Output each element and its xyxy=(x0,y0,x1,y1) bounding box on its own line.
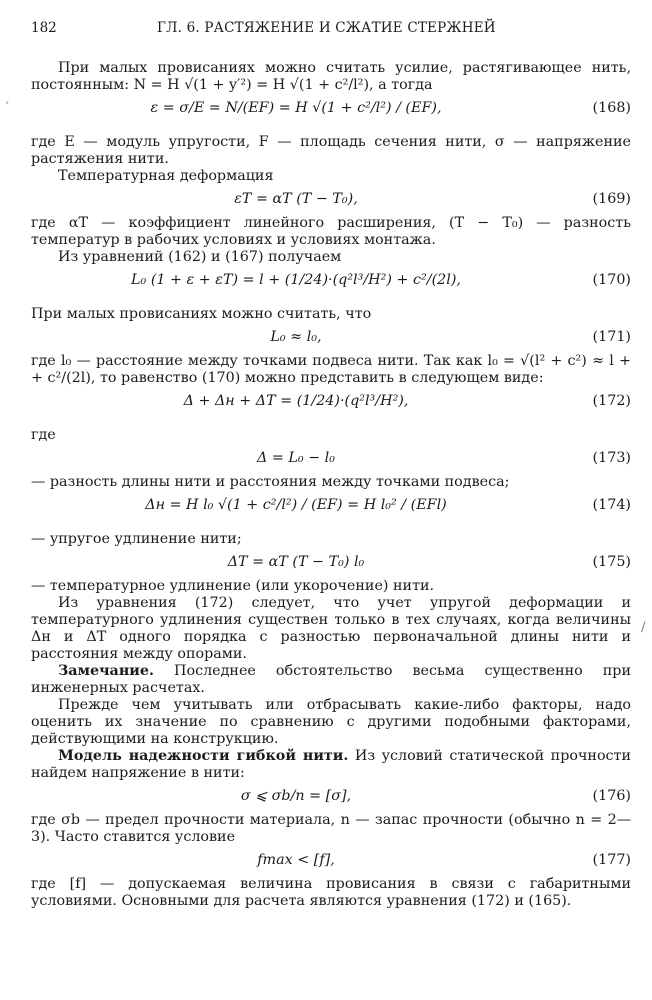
equation-174-number: (174) xyxy=(592,497,631,513)
equation-171-number: (171) xyxy=(592,329,631,345)
equation-170-formula: L₀ (1 + ε + εT) = l + (1/24)·(q²l³/H²) + c²/(2l), xyxy=(131,272,461,288)
equation-172 xyxy=(31,387,631,427)
equation-170 xyxy=(31,266,631,306)
paragraph-small-sag-assume: При малых провисаниях можно считать, что xyxy=(31,306,372,322)
margin-slash-mark: / xyxy=(641,620,646,635)
equation-169-number: (169) xyxy=(592,191,631,207)
paragraph-remark xyxy=(31,663,631,697)
paragraph-sigma-b-definition: где σb — предел прочности материала, n — запас прочности (обычно n = 2—3). Часто ставится условие xyxy=(31,812,631,845)
paragraph-temperature-strain: Температурная деформация xyxy=(58,168,274,184)
paragraph-elastic-elongation: — упругое удлинение нити; xyxy=(31,531,242,547)
equation-177-formula: fmax < [f], xyxy=(257,852,335,868)
equation-176 xyxy=(31,782,631,812)
equation-175-formula: ΔT = αT (T − T₀) l₀ xyxy=(227,554,365,570)
equation-175 xyxy=(31,548,631,578)
paragraph-reliability-model xyxy=(31,748,631,782)
page-body xyxy=(31,60,631,910)
equation-169-formula: εT = αT (T − T₀), xyxy=(234,191,358,207)
equation-177 xyxy=(31,846,631,876)
equation-173-formula: Δ = L₀ − l₀ xyxy=(257,450,335,466)
equation-172-number: (172) xyxy=(592,393,631,409)
equation-171-formula: L₀ ≈ l₀, xyxy=(270,329,322,345)
equation-169 xyxy=(31,185,631,215)
paragraph-l0-definition: где l₀ — расстояние между точками подвеса нити. Так как l₀ = √(l² + c²) ≈ l + + c²/(2l), то равенство (170) можно представить в следующем виде: xyxy=(31,353,631,386)
paragraph-alpha-definition: где αT — коэффициент линейного расширения, (T − T₀) — разность температур в рабочих условиях и условиях монтажа. xyxy=(31,215,631,248)
paragraph-allowable-sag: где [f] — допускаемая величина провисания в связи с габаритными условиями. Основными для расчета являются уравнения (172) и (165). xyxy=(31,876,631,909)
equation-174-formula: Δн = H l₀ √(1 + c²/l²) / (EF) = H l₀² / (EFl) xyxy=(145,497,447,513)
equation-170-number: (170) xyxy=(592,272,631,288)
equation-168-formula: ε = σ/E = N/(EF) = H √(1 + c²/l²) / (EF), xyxy=(150,100,442,116)
paragraph-from-equations: Из уравнений (162) и (167) получаем xyxy=(58,249,342,265)
equation-174 xyxy=(31,491,631,531)
paragraph-from-172: Из уравнения (172) следует, что учет упругой деформации и температурного удлинения существен только в тех случаях, когда величины Δн и ΔT одного порядка с разностью первоначальной длины нити и расстояния между опорами. xyxy=(31,595,631,662)
reliability-model-text: Из условий статической прочности найдем напряжение в нити: xyxy=(31,748,631,781)
running-title: ГЛ. 6. РАСТЯЖЕНИЕ И СЖАТИЕ СТЕРЖНЕЙ xyxy=(157,20,496,36)
reliability-model-lead: Модель надежности гибкой нити. xyxy=(58,748,349,764)
paragraph-length-difference: — разность длины нити и расстояния между точками подвеса; xyxy=(31,474,510,490)
page-number: 182 xyxy=(31,20,57,36)
paragraph-evaluate-factors: Прежде чем учитывать или отбрасывать какие-либо факторы, надо оценить их значение по сравнению с другими подобными факторами, действующими на конструкцию. xyxy=(31,697,631,747)
equation-173-number: (173) xyxy=(592,450,631,466)
margin-tick-mark: ′ xyxy=(6,100,9,115)
equation-176-number: (176) xyxy=(592,788,631,804)
equation-175-number: (175) xyxy=(592,554,631,570)
remark-text: Последнее обстоятельство весьма существенно при инженерных расчетах. xyxy=(31,663,631,696)
paragraph-where: где xyxy=(31,427,56,443)
remark-lead: Замечание. xyxy=(58,663,154,679)
page-header xyxy=(31,20,630,40)
equation-168 xyxy=(31,94,631,134)
paragraph-small-sag: При малых провисаниях можно считать усилие, растягивающее нить, постоянным: N = H √(1 + y′²) = H √(1 + c²/l²), а тогда xyxy=(31,60,631,93)
equation-171 xyxy=(31,323,631,353)
equation-168-number: (168) xyxy=(592,100,631,116)
paragraph-thermal-elongation: — температурное удлинение (или укорочение) нити. xyxy=(31,578,435,594)
equation-172-formula: Δ + Δн + ΔT = (1/24)·(q²l³/H²), xyxy=(183,393,409,409)
paragraph-definitions-e-f: где E — модуль упругости, F — площадь сечения нити, σ — напряжение растяжения нити. xyxy=(31,134,631,167)
equation-176-formula: σ ⩽ σb/n = [σ], xyxy=(240,788,352,804)
equation-173 xyxy=(31,444,631,474)
equation-177-number: (177) xyxy=(592,852,631,868)
